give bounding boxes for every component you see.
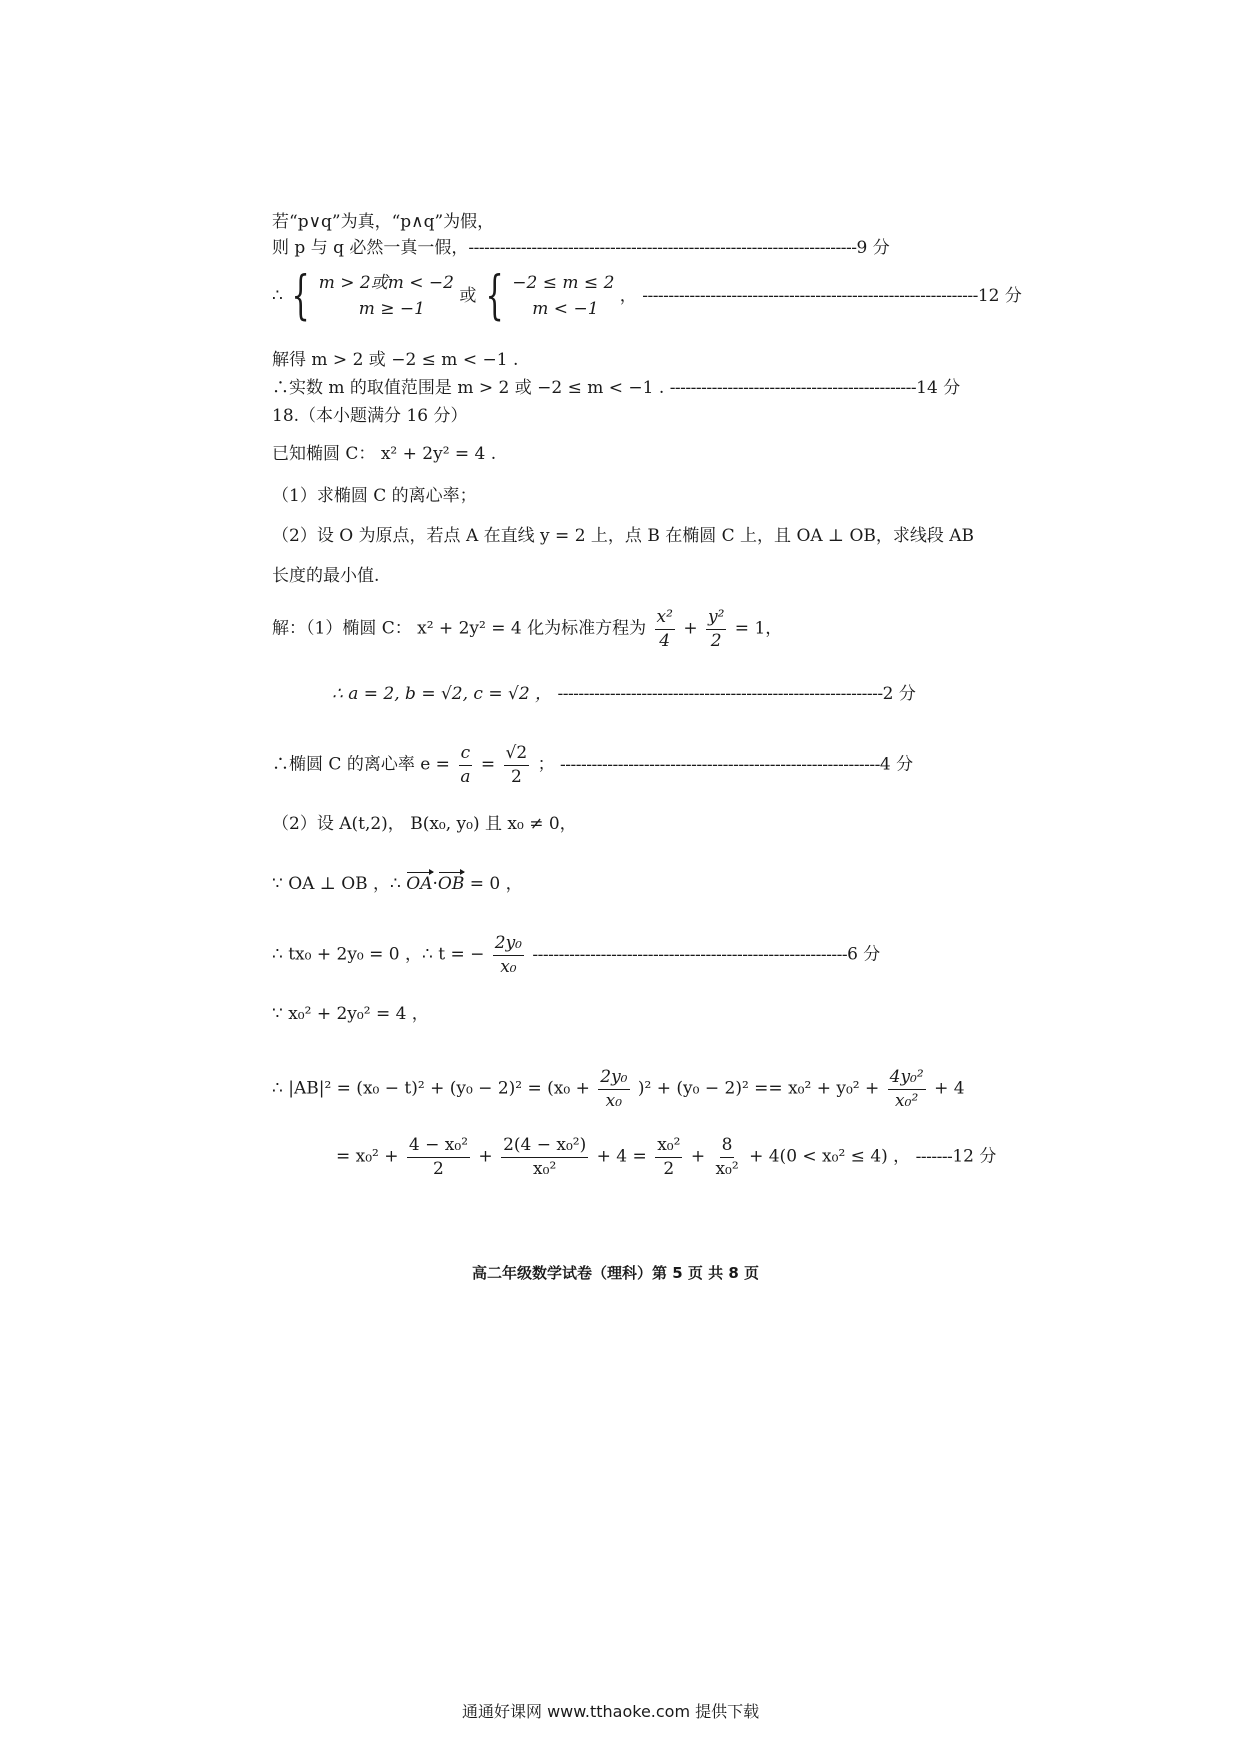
score-9: 9 分 <box>856 238 890 258</box>
final-expression-line: = x₀² + $\frac{\text{4 − x₀²}}{2}$ + $\frac{\text{2(4 − x₀²)}}{\text{x₀²}}$ + 4 = $\frac{\text{x₀²}}{2}$ + $\frac{8}{\text{x₀²}}$ + 4(0 < x₀² ≤ 4) ， -------12 分 <box>336 1135 997 1179</box>
abc-line: ∴ a = 2, b = √2, c = √2 ， --------------------------------------------------------------2 分 <box>332 684 916 704</box>
watermark-text: 通通好课网 www.tthaoke.com 提供下载 <box>462 1702 760 1721</box>
set-points-line: （2）设 A(t,2)， B(x₀, y₀) 且 x₀ ≠ 0， <box>272 814 577 834</box>
range-line: ∴实数 m 的取值范围是 m > 2 或 −2 ≤ m < −1 . -----------------------------------------------14 分 <box>272 378 961 398</box>
left-brace: { <box>485 266 504 327</box>
solution-part1-line: 解：（1）椭圆 C： x² + 2y² = 4 化为标准方程为 $\frac{\text{x²}}{4}$ + $\frac{\text{y²}}{2}$ = 1， <box>272 607 783 651</box>
inequality-system-line: ∴ { m > 2或m < −2 m ≥ −1 或 { −2 ≤ m ≤ 2 m < −1 ， ----------------------------------------------------------------12 分 <box>272 266 1022 327</box>
system-b: −2 ≤ m ≤ 2 m < −1 <box>512 273 615 320</box>
q18-header: 18.（本小题满分 16 分） <box>272 406 468 426</box>
score-12a: 12 分 <box>977 285 1022 306</box>
vector-ob: OB <box>437 874 465 894</box>
t-expression-line: ∴ tx₀ + 2y₀ = 0 ，∴ t = − $\frac{\text{2y₀}}{\text{x₀}}$ ------------------------------------------------------------6 分 <box>272 933 881 977</box>
condition-line: 若“p∨q”为真，“p∧q”为假， <box>272 212 495 232</box>
page-footer: 高二年级数学试卷（理科）第 5 页 共 8 页 <box>472 1264 759 1282</box>
q18-part1: （1）求椭圆 C 的离心率； <box>272 486 477 506</box>
left-brace: { <box>291 266 310 327</box>
perpendicular-line: ∵ OA ⊥ OB ，∴ OA·OB = 0 ， <box>272 874 523 894</box>
score-4: 4 分 <box>879 754 914 775</box>
system-a: m > 2或m < −2 m ≥ −1 <box>318 273 454 320</box>
vector-oa: OA <box>406 874 433 894</box>
score-2: 2 分 <box>882 684 916 704</box>
ellipse-point-line: ∵ x₀² + 2y₀² = 4 ， <box>272 1004 429 1024</box>
score-12b: 12 分 <box>952 1146 997 1167</box>
score-6: 6 分 <box>847 944 881 965</box>
ab-squared-line: ∴ |AB|² = (x₀ − t)² + (y₀ − 2)² = (x₀ + $\frac{\text{2y₀}}{\text{x₀}}$ )² + (y₀ − 2)² == x₀² + y₀² + $\frac{\text{4y₀²}}{\text{x₀²}}$ + 4 <box>272 1067 965 1111</box>
score-leader: -------------------------------------------------------------------------- <box>468 238 857 258</box>
q18-statement: 已知椭圆 C： x² + 2y² = 4 . <box>272 444 497 464</box>
eccentricity-line: ∴椭圆 C 的离心率 e = $\frac{c}{a}$ = $\frac{√2}{2}$ ； -------------------------------------------------------------4 分 <box>272 743 914 787</box>
solution-line: 解得 m > 2 或 −2 ≤ m < −1 . <box>272 350 519 370</box>
conclusion-line: 则 p 与 q 必然一真一假，--------------------------------------------------------------------------9 分 <box>272 238 890 258</box>
q18-part2: （2）设 O 为原点，若点 A 在直线 y = 2 上，点 B 在椭圆 C 上，且 OA ⊥ OB，求线段 AB <box>272 526 975 546</box>
score-14: 14 分 <box>916 378 961 398</box>
q18-part2-cont: 长度的最小值. <box>272 566 380 586</box>
